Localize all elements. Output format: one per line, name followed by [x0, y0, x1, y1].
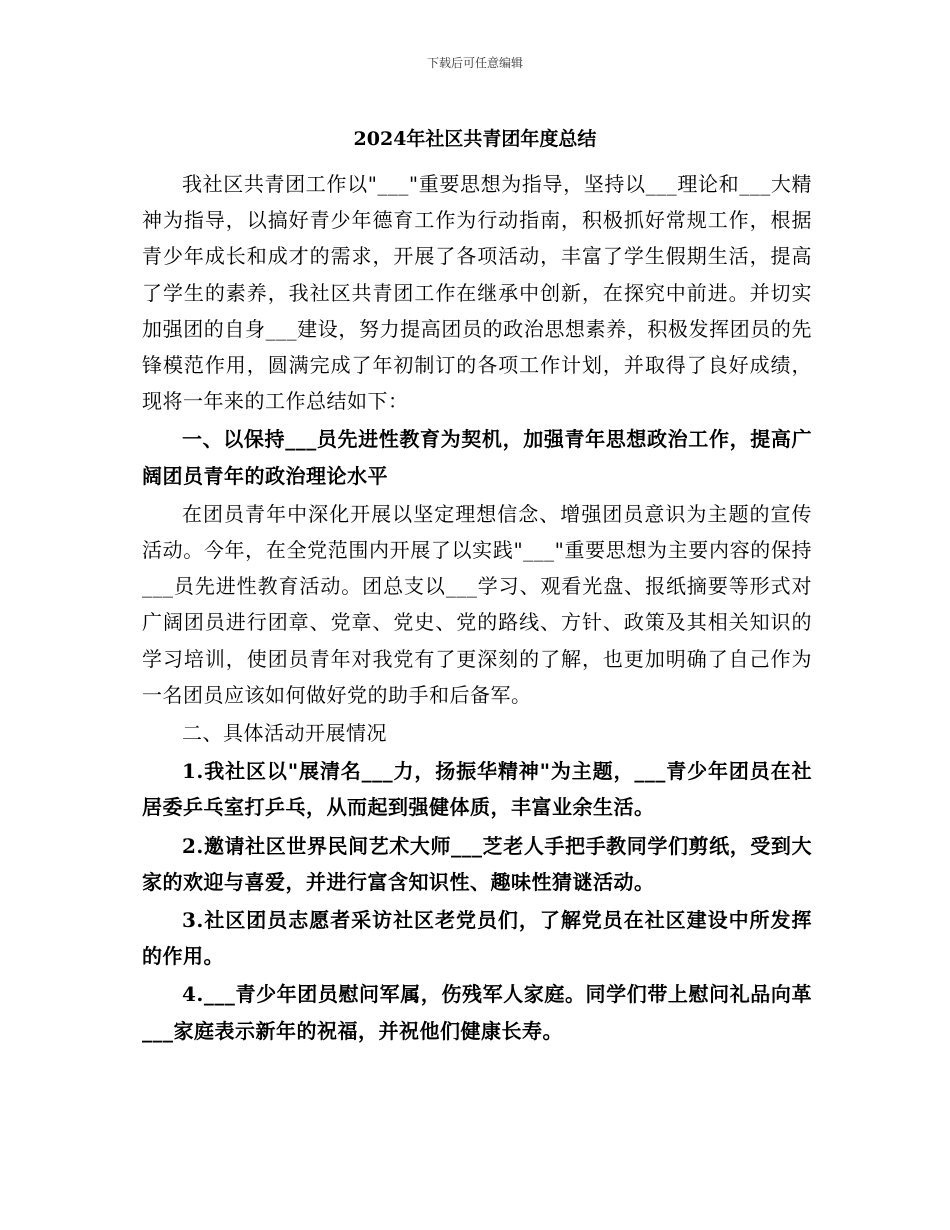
- header-note: 下载后可任意编辑: [426, 56, 523, 70]
- activity-item-1: 1.我社区以"展清名___力，扬振华精神"为主题，___青少年团员在社居委乒乓室打乒乓，从而起到强健体质，丰富业余生活。: [142, 759, 812, 820]
- section-heading-1: 一、以保持___员先进性教育为契机，加强青年思想政治工作，提高广阔团员青年的政治理论水平: [142, 427, 812, 488]
- activity-item-3: 3.社区团员志愿者采访社区老党员们，了解党员在社区建设中所发挥的作用。: [142, 908, 812, 969]
- activity-item-4: 4.___青少年团员慰问军属，伤残军人家庭。同学们带上慰问礼品向革___家庭表示新年的祝福，并祝他们健康长寿。: [142, 982, 812, 1043]
- section-heading-2: 二、具体活动开展情况: [182, 721, 387, 746]
- intro-paragraph: 我社区共青团工作以"___"重要思想为指导，坚持以___理论和___大精神为指导，以搞好青少年德育工作为行动指南，积极抓好常规工作，根据青少年成长和成才的需求，开展了各项活动，丰富了学生假期生活，提高了学生的素养，我社区共青团工作在继承中创新，在探究中前进。并切实加强团的自身___建设，努力提高团员的政治思想素养，积极发挥团员的先锋模范作用，圆满完成了年初制订的各项工作计划，并取得了良好成绩，现将一年来的工作总结如下：: [142, 172, 812, 414]
- document-title: 2024年社区共青团年度总结: [353, 128, 597, 150]
- activity-item-2: 2.邀请社区世界民间艺术大师___芝老人手把手教同学们剪纸，受到大家的欢迎与喜爱，并进行富含知识性、趣味性猜谜活动。: [142, 833, 812, 894]
- document-body: [142, 166, 812, 1049]
- section-1-paragraph: 在团员青年中深化开展以坚定理想信念、增强团员意识为主题的宣传活动。今年，在全党范围内开展了以实践"___"重要思想为主要内容的保持___员先进性教育活动。团总支以___学习、观看光盘、报纸摘要等形式对广阔团员进行团章、党章、党史、党的路线、方针、政策及其相关知识的学习培训，使团员青年对我党有了更深刻的了解，也更加明确了自己作为一名团员应该如何做好党的助手和后备军。: [142, 501, 812, 707]
